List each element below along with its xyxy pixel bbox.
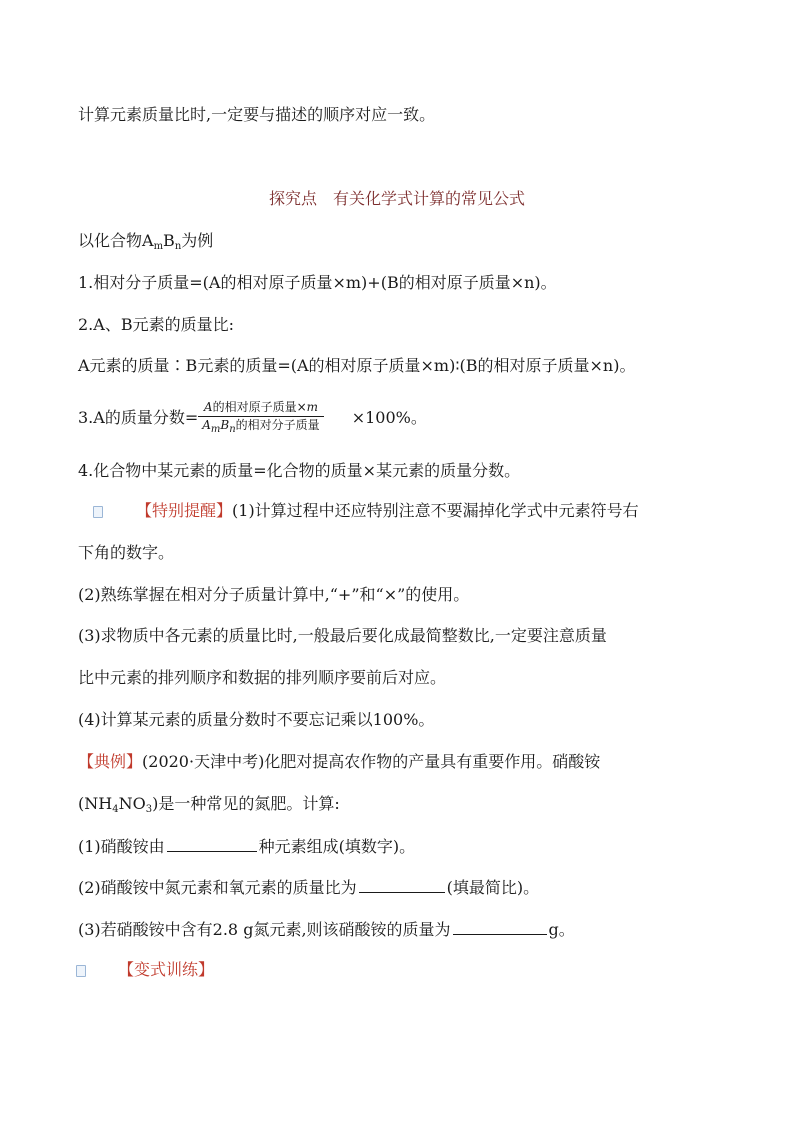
den-b: B bbox=[220, 418, 230, 432]
num-m: m bbox=[306, 400, 319, 414]
example-compound-line bbox=[78, 230, 213, 258]
intro-text: 计算元素质量比时,一定要与描述的顺序对应一致。 bbox=[78, 105, 436, 124]
mass-fraction-formula bbox=[198, 400, 323, 437]
pin-icon bbox=[76, 965, 86, 977]
example-text-1: (2020·天津中考)化肥对提高农作物的产量具有重要作用。硝酸铵 bbox=[142, 752, 601, 771]
formula-pre: (NH bbox=[78, 794, 113, 813]
formula-sub-4: 4 bbox=[112, 804, 119, 815]
item-2: 2.A、B元素的质量比: bbox=[78, 315, 234, 334]
den-a: A bbox=[202, 418, 211, 432]
item-1: 1.相对分子质量=(A的相对原子质量×m)+(B的相对原子质量×n)。 bbox=[78, 273, 557, 292]
num-a: A bbox=[203, 400, 213, 414]
q1-text-b: 种元素组成(填数字)。 bbox=[258, 837, 416, 856]
den-n: n bbox=[229, 424, 236, 435]
answer-blank-2[interactable] bbox=[359, 876, 445, 893]
item-4: 4.化合物中某元素的质量=化合物的质量×某元素的质量分数。 bbox=[78, 461, 521, 480]
item-3-suffix: ×100%。 bbox=[351, 408, 427, 427]
q3-text-b: g。 bbox=[548, 920, 575, 939]
question-3 bbox=[78, 918, 575, 941]
tip-line-3a: (3)求物质中各元素的质量比时,一般最后要化成最简整数比,一定要注意质量 bbox=[78, 626, 607, 645]
answer-blank-3[interactable] bbox=[453, 918, 547, 935]
fraction-denominator bbox=[198, 417, 323, 437]
fraction-numerator bbox=[198, 400, 323, 417]
variation-line bbox=[118, 959, 214, 981]
example-suffix: 为例 bbox=[181, 231, 214, 250]
q3-text-a: (3)若硝酸铵中含有2.8 g氮元素,则该硝酸铵的质量为 bbox=[78, 920, 451, 939]
section-title: 探究点 有关化学式计算的常见公式 bbox=[268, 189, 525, 208]
example-mid: B bbox=[163, 231, 175, 250]
variation-label: 【变式训练】 bbox=[118, 960, 215, 979]
formula-mid: NO bbox=[118, 794, 146, 813]
example-line-1 bbox=[78, 751, 600, 773]
question-2 bbox=[78, 876, 539, 899]
num-text: 的相对原子质量× bbox=[212, 400, 307, 414]
den-m: m bbox=[210, 424, 221, 435]
tip-line-1 bbox=[136, 500, 639, 522]
tip-line-2: (2)熟练掌握在相对分子质量计算中,“+”和“×”的使用。 bbox=[78, 585, 470, 604]
formula-sub-3: 3 bbox=[145, 804, 153, 815]
tip-line-4: (4)计算某元素的质量分数时不要忘记乘以100%。 bbox=[78, 710, 435, 729]
q1-text-a: (1)硝酸铵由 bbox=[78, 837, 165, 856]
example-prefix: 以化合物A bbox=[78, 231, 154, 250]
subscript-m: m bbox=[153, 241, 164, 252]
q2-text-a: (2)硝酸铵中氮元素和氧元素的质量比为 bbox=[78, 878, 357, 897]
tip-label: 【特别提醒】 bbox=[136, 501, 233, 520]
item-2-formula: A元素的质量∶B元素的质量=(A的相对原子质量×m)∶(B的相对原子质量×n)。 bbox=[78, 356, 636, 375]
pin-icon bbox=[93, 506, 103, 518]
question-1 bbox=[78, 835, 415, 858]
example-line-2 bbox=[78, 793, 340, 821]
tip-p1a: (1)计算过程中还应特别注意不要漏掉化学式中元素符号右 bbox=[232, 501, 639, 520]
example-label: 【典例】 bbox=[78, 752, 143, 771]
den-text: 的相对分子质量 bbox=[235, 418, 320, 432]
subscript-n: n bbox=[174, 241, 182, 252]
answer-blank-1[interactable] bbox=[167, 835, 257, 852]
q2-text-b: (填最简比)。 bbox=[446, 878, 540, 897]
tip-line-3b: 比中元素的排列顺序和数据的排列顺序要前后对应。 bbox=[78, 668, 447, 687]
example-text-2: )是一种常见的氮肥。计算: bbox=[152, 794, 340, 813]
tip-line-1b: 下角的数字。 bbox=[78, 543, 175, 562]
item-3 bbox=[78, 398, 427, 438]
item-3-prefix: 3.A的质量分数= bbox=[78, 408, 199, 427]
